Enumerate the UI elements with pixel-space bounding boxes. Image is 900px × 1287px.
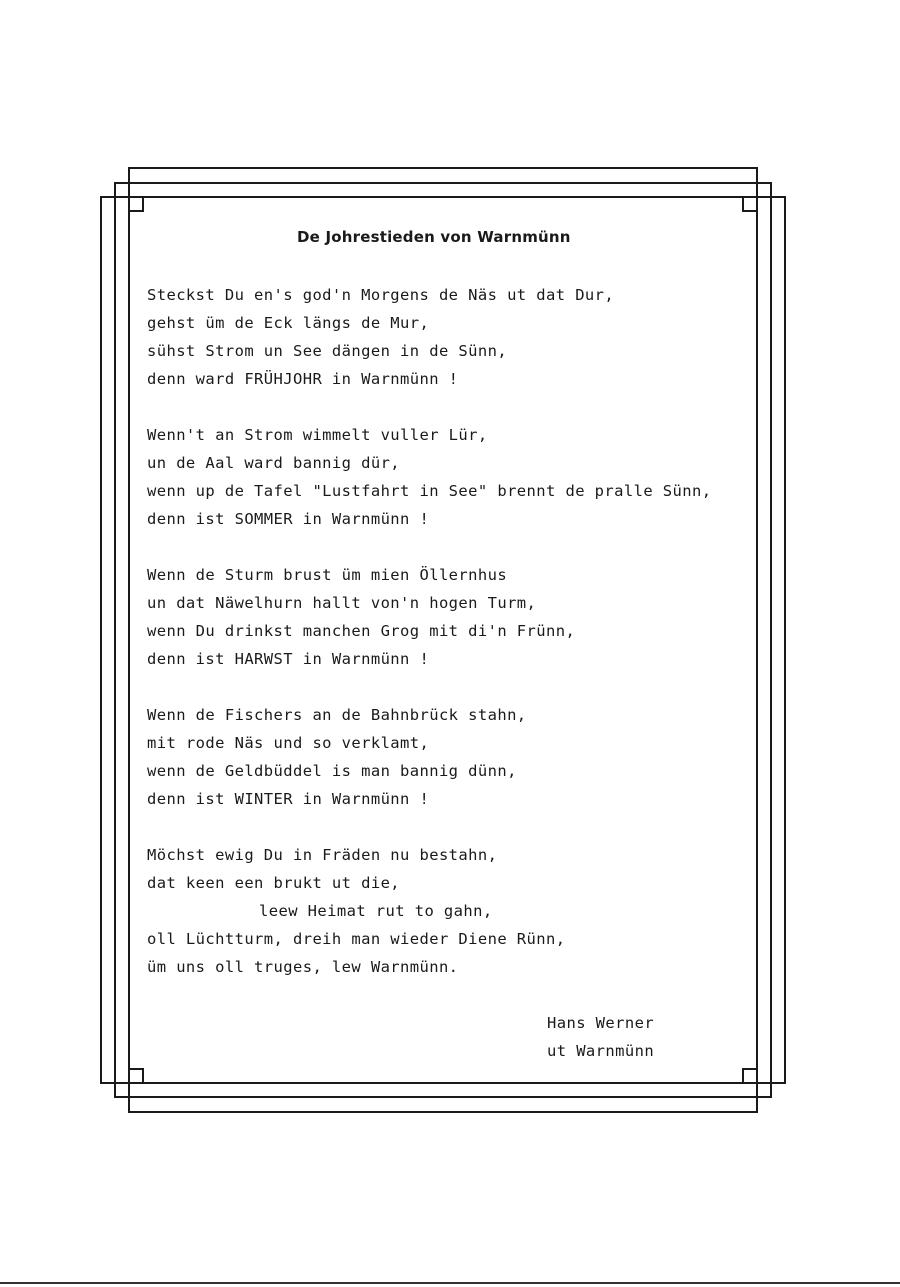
- poem-line: wenn Du drinkst manchen Grog mit di'n Frünn,: [147, 622, 576, 640]
- poem-line: oll Lüchtturm, dreih man wieder Diene Rünn,: [147, 930, 566, 948]
- poem-line: denn ist HARWST in Warnmünn !: [147, 650, 430, 668]
- scan-bottom-edge: [0, 1282, 900, 1284]
- poem-line: wenn de Geldbüddel is man bannig dünn,: [147, 762, 517, 780]
- poem-line: denn ist SOMMER in Warnmünn !: [147, 510, 430, 528]
- poem-line: wenn up de Tafel "Lustfahrt in See" brennt de pralle Sünn,: [147, 482, 712, 500]
- poem-line: Möchst ewig Du in Fräden nu bestahn,: [147, 846, 498, 864]
- poem-line: denn ward FRÜHJOHR in Warnmünn !: [147, 370, 459, 388]
- poem-line: Wenn de Fischers an de Bahnbrück stahn,: [147, 706, 527, 724]
- frame-corner-top-right: [743, 197, 757, 211]
- poem-line: un de Aal ward bannig dür,: [147, 454, 401, 472]
- poem-line: un dat Näwelhurn hallt von'n hogen Turm,: [147, 594, 537, 612]
- frame-corner-top-left: [129, 197, 143, 211]
- poem-line: Wenn de Sturm brust üm mien Öllernhus: [147, 566, 508, 584]
- poem-line: Wenn't an Strom wimmelt vuller Lür,: [147, 426, 488, 444]
- poem-line: mit rode Näs und so verklamt,: [147, 734, 430, 752]
- poem-line-indented: leew Heimat rut to gahn,: [259, 902, 493, 920]
- poem-line: üm uns oll truges, lew Warnmünn.: [147, 958, 459, 976]
- poem-title: De Johrestieden von Warnmünn: [297, 228, 571, 246]
- author-name: Hans Werner: [547, 1014, 655, 1032]
- frame-corner-bottom-left: [129, 1069, 143, 1083]
- poem-line: dat keen een brukt ut die,: [147, 874, 401, 892]
- author-place: ut Warnmünn: [547, 1042, 655, 1060]
- poem-line: Steckst Du en's god'n Morgens de Näs ut dat Dur,: [147, 286, 615, 304]
- poem-line: denn ist WINTER in Warnmünn !: [147, 790, 430, 808]
- poem-line: gehst üm de Eck längs de Mur,: [147, 314, 430, 332]
- poem-line: sühst Strom un See dängen in de Sünn,: [147, 342, 508, 360]
- frame-corner-bottom-right: [743, 1069, 757, 1083]
